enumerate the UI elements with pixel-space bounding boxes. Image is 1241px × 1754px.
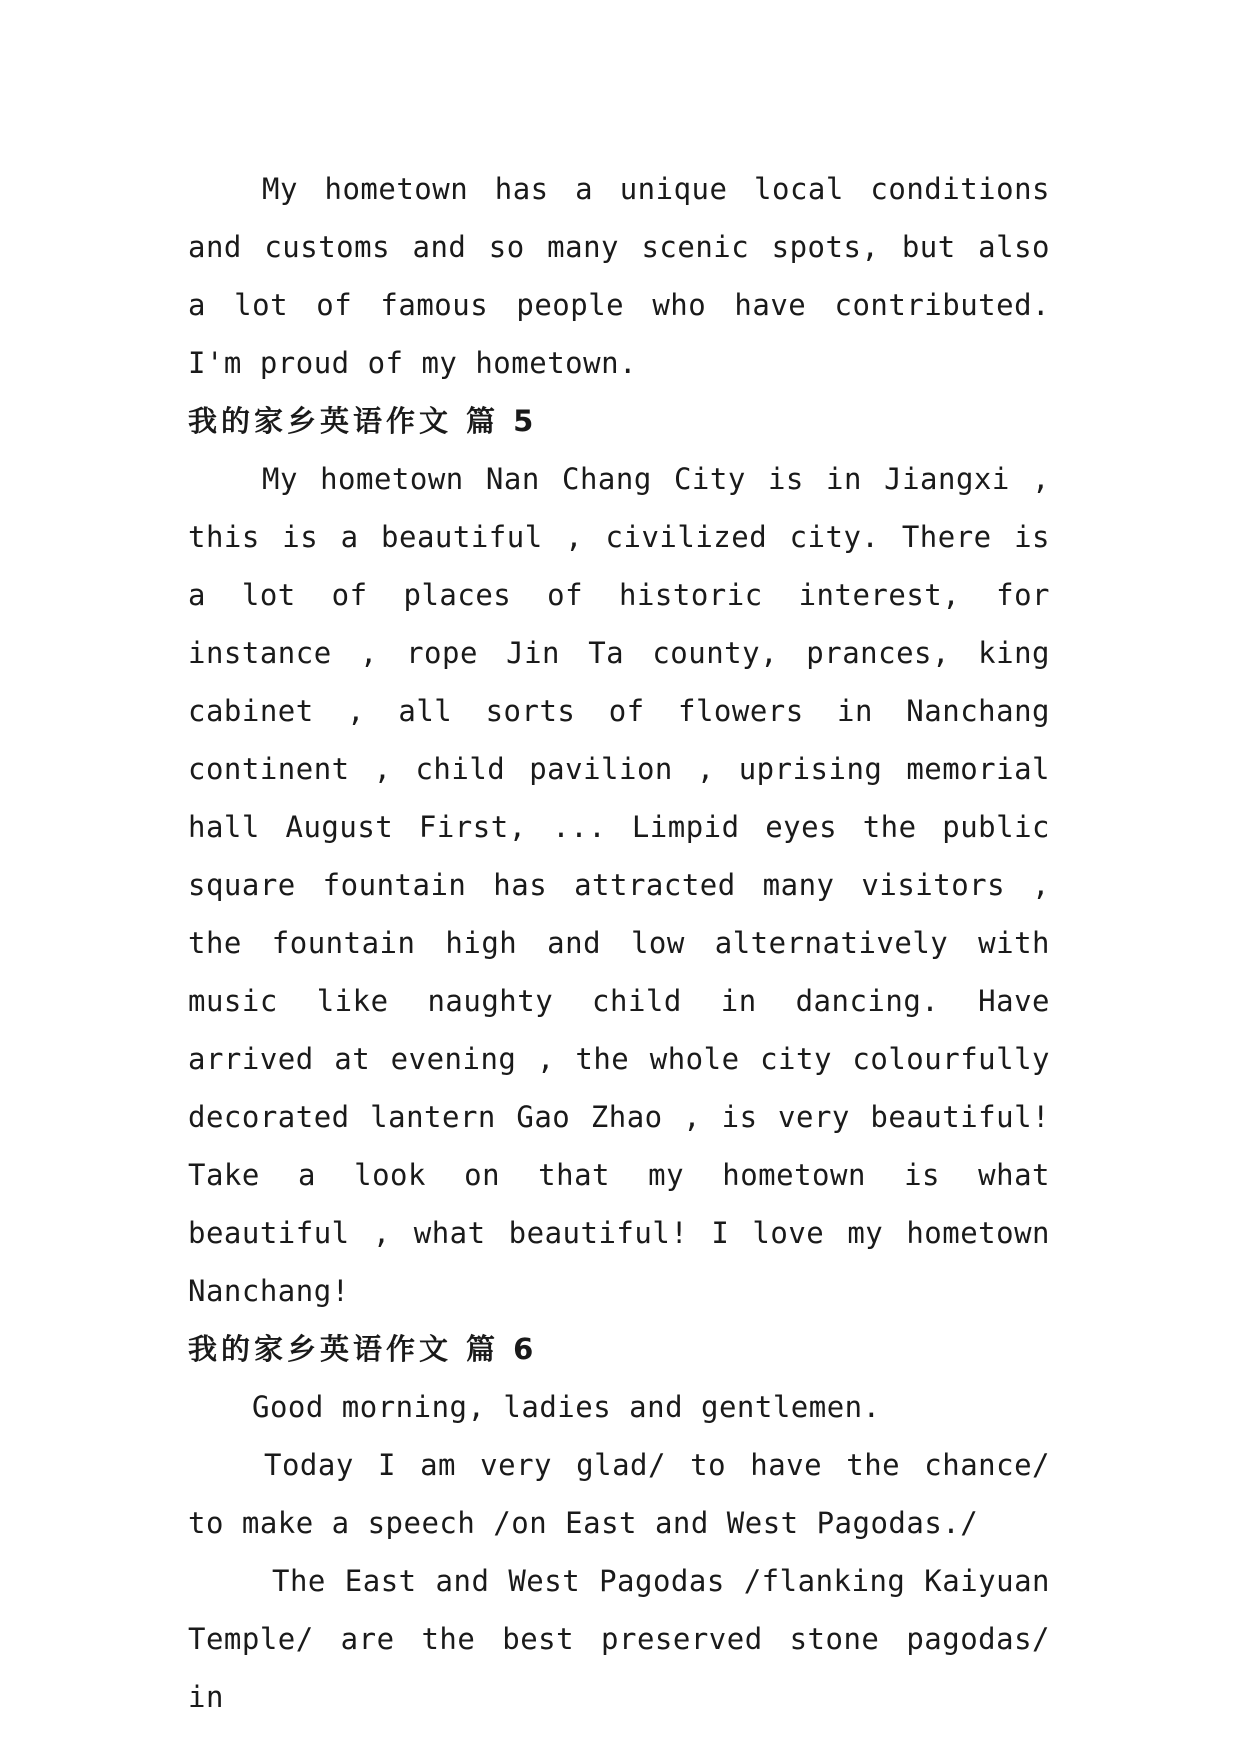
section-5-heading — [188, 392, 1050, 450]
section-6-title: 我的家乡英语作文 — [188, 1332, 453, 1366]
section-6-heading — [188, 1320, 1050, 1378]
section-5-number: 篇 5 — [466, 404, 538, 438]
section-6-greeting: Good morning, ladies and gentlemen. — [252, 1390, 881, 1424]
section-6-number: 篇 6 — [466, 1332, 538, 1366]
section-6-paragraph-2: Today I am very glad/ to have the chance/ to make a speech /on East and West Pagodas./ — [188, 1448, 1050, 1540]
paragraph-intro: My hometown has a unique local conditions and customs and so many scenic spots, but also a lot of famous people who have contributed. I'm proud of my hometown. — [188, 172, 1050, 380]
section-5-paragraph: My hometown Nan Chang City is in Jiangxi , this is a beautiful , civilized city. There is a lot of places of historic interest, for instance , rope Jin Ta county, prances, king cabinet , all sorts of flowers in Nanchang continent , child pavilion , uprising memorial hall August First, ... Limpid eyes the public square fountain has attracted many visitors , the fountain high and low alternatively with music like naughty child in dancing. Have arrived at evening , the whole city colourfully decorated lantern Gao Zhao , is very beautiful! Take a look on that my hometown is what beautiful , what beautiful! I love my hometown Nanchang! — [188, 462, 1050, 1308]
section-5-title: 我的家乡英语作文 — [188, 404, 453, 438]
section-6-paragraph-3: The East and West Pagodas /flanking Kaiyuan Temple/ are the best preserved stone pagodas/ in — [188, 1564, 1050, 1714]
document-page — [188, 160, 1050, 1726]
